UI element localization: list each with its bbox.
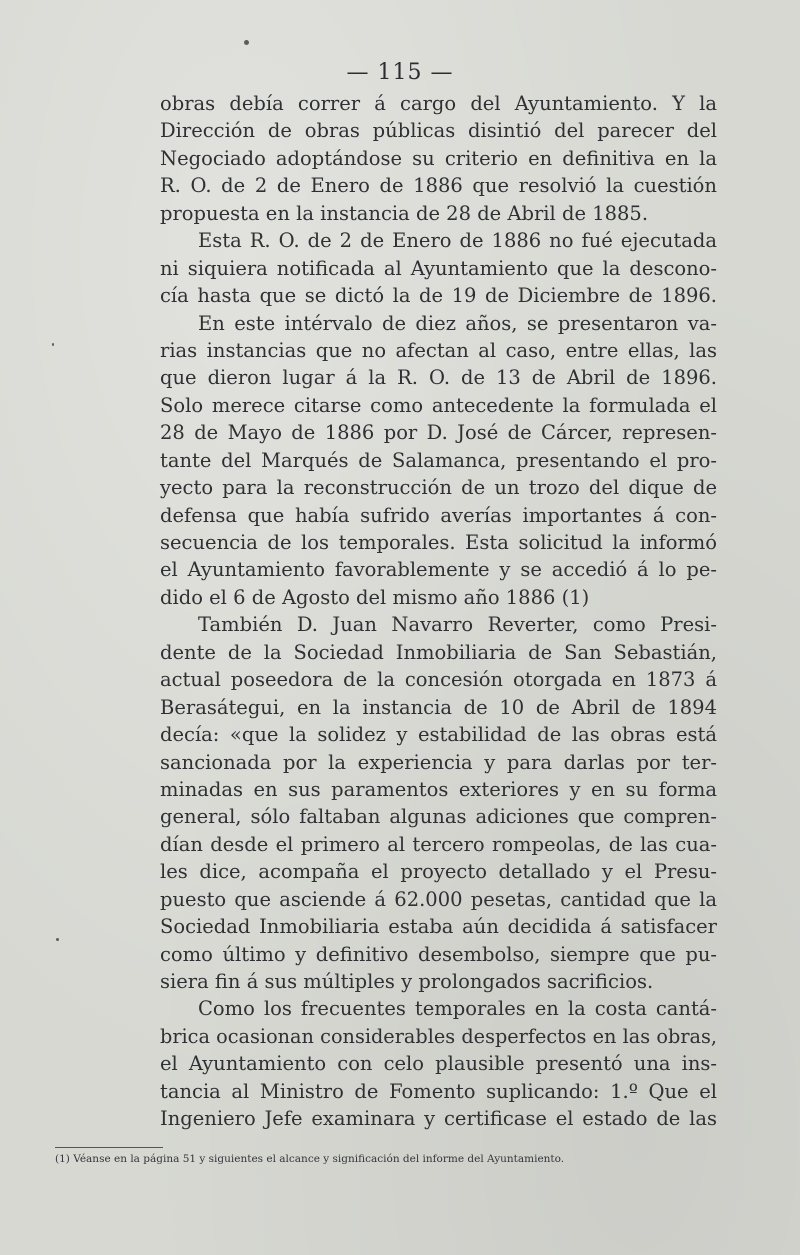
text-line: tante del Marqués de Salamanca, presentando el pro-: [160, 448, 717, 472]
text-line: actual poseedora de la concesión otorgada en 1873 á: [160, 668, 717, 692]
text-line: general, sólo faltaban algunas adiciones que compren-: [160, 805, 717, 829]
text-line: 28 de Mayo de 1886 por D. José de Cárcer, represen-: [160, 421, 717, 445]
text-line: dían desde el primero al tercero rompeolas, de las cua-: [160, 832, 717, 856]
text-line: como último y definitivo desembolso, siempre que pu-: [160, 942, 717, 966]
text-line: minadas en sus paramentos exteriores y en su forma: [160, 777, 717, 801]
footnote-rule: [55, 1147, 163, 1148]
text-line: Dirección de obras públicas disintió del parecer del: [160, 119, 717, 143]
text-line: ni siquiera notificada al Ayuntamiento que la descono-: [160, 256, 717, 280]
ink-speck: [244, 40, 249, 45]
text-line: En este intérvalo de diez años, se presentaron va-: [198, 311, 717, 335]
text-line: propuesta en la instancia de 28 de Abril de 1885.: [160, 201, 649, 225]
body-text: [160, 90, 717, 1133]
text-line: cía hasta que se dictó la de 19 de Diciembre de 1896.: [160, 284, 717, 308]
text-line: tancia al Ministro de Fomento suplicando: 1.º Que el: [160, 1079, 717, 1103]
text-line: el Ayuntamiento favorablemente y se accedió á lo pe-: [160, 558, 717, 582]
text-line: obras debía correr á cargo del Ayuntamiento. Y la: [160, 92, 717, 115]
footnote: (1) Véanse en la página 51 y siguientes el alcance y significación del informe del Ayuntamiento.: [55, 1153, 565, 1165]
text-line: sancionada por la experiencia y para darlas por ter-: [160, 750, 717, 774]
text-line: Ingeniero Jefe examinara y certificase el estado de las: [160, 1107, 717, 1131]
text-line: puesto que asciende á 62.000 pesetas, cantidad que la: [160, 887, 717, 911]
text-line: secuencia de los temporales. Esta solicitud la informó: [160, 531, 717, 554]
text-line: Esta R. O. de 2 de Enero de 1886 no fué ejecutada: [198, 229, 717, 253]
text-line: dido el 6 de Agosto del mismo año 1886 (1): [160, 585, 590, 609]
text-line: También D. Juan Navarro Reverter, como Presi-: [198, 613, 717, 637]
text-line: brica ocasionan considerables desperfectos en las obras,: [160, 1024, 717, 1048]
text-line: Negociado adoptándose su criterio en definitiva en la: [160, 146, 717, 170]
text-line: defensa que había sufrido averías importantes á con-: [160, 503, 717, 527]
ink-speck: [56, 938, 59, 941]
text-line: el Ayuntamiento con celo plausible presentó una ins-: [160, 1052, 717, 1076]
text-line: yecto para la reconstrucción de un trozo del dique de: [160, 476, 717, 500]
text-line: Como los frecuentes temporales en la costa cantá-: [198, 997, 717, 1021]
page-number: — 115 —: [346, 60, 454, 85]
ink-speck: [52, 343, 54, 346]
text-line: rias instancias que no afectan al caso, entre ellas, las: [160, 338, 717, 362]
text-line: Sociedad Inmobiliaria estaba aún decidida á satisfacer: [160, 915, 717, 939]
text-line: R. O. de 2 de Enero de 1886 que resolvió la cuestión: [160, 174, 717, 198]
text-line: Berasátegui, en la instancia de 10 de Abril de 1894: [160, 695, 717, 719]
text-line: Solo merece citarse como antecedente la formulada el: [160, 393, 717, 417]
text-line: les dice, acompaña el proyecto detallado y el Presu-: [160, 860, 717, 884]
text-line: siera fin á sus múltiples y prolongados sacrificios.: [160, 970, 654, 993]
text-line: decía: «que la solidez y estabilidad de las obras está: [160, 723, 717, 747]
text-line: dente de la Sociedad Inmobiliaria de San Sebastián,: [160, 640, 717, 664]
text-line: que dieron lugar á la R. O. de 13 de Abril de 1896.: [160, 366, 717, 390]
